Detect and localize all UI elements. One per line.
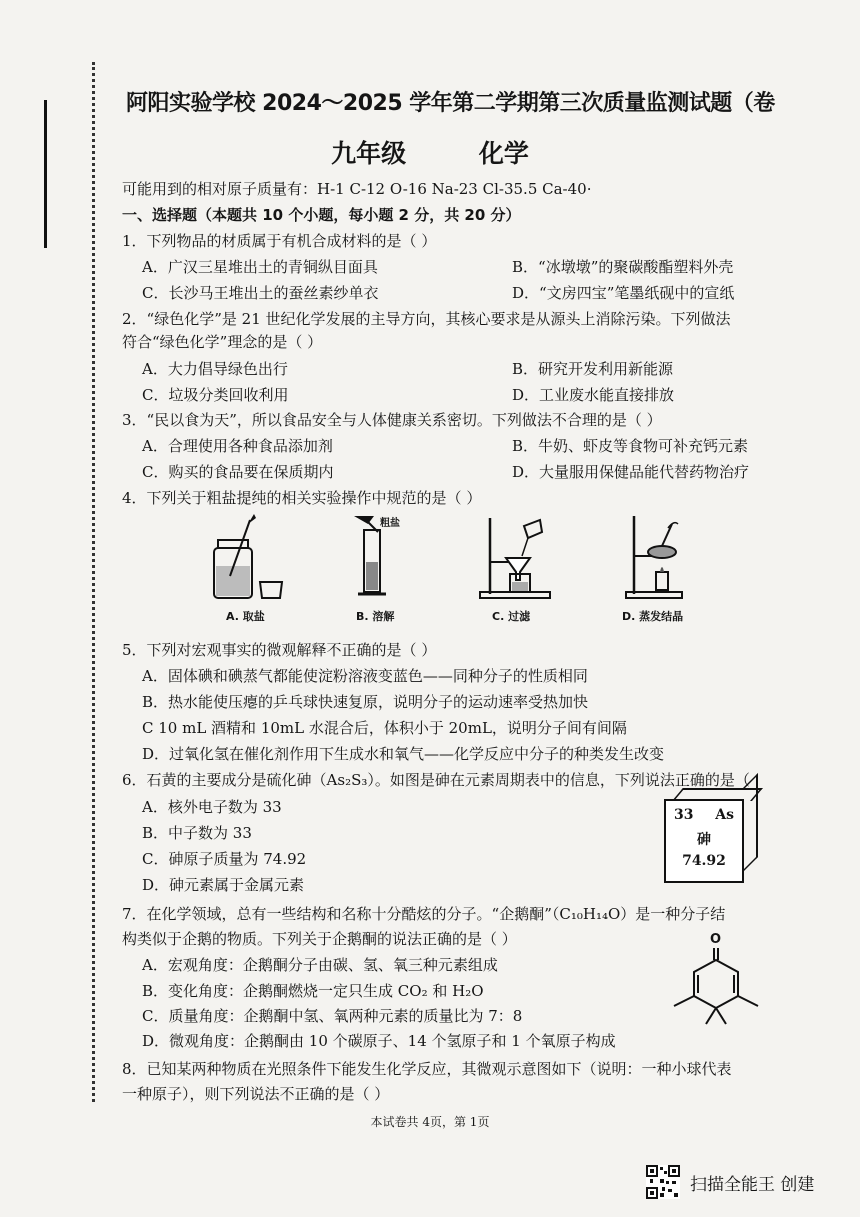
- figure-b-caption: B. 溶解: [356, 610, 395, 623]
- question-3-option-a: A．合理使用各种食品添加剂: [142, 437, 333, 455]
- evaporation-figure: [622, 510, 692, 602]
- question-2-option-c: C．垃圾分类回收利用: [142, 386, 289, 404]
- figure-c-caption: C. 过滤: [492, 610, 531, 623]
- question-7-stem-cont: 构类似于企鹅的物质。下列关于企鹅酮的说法正确的是（ ）: [122, 930, 517, 948]
- question-1-option-a: A．广汉三星堆出土的青铜纵目面具: [142, 258, 378, 276]
- subject-label: 化学: [478, 139, 529, 168]
- question-2-stem-cont: 符合“绿色化学”理念的是（ ）: [122, 333, 323, 351]
- scanner-watermark: [646, 1164, 814, 1200]
- question-1-option-b: B．“冰墩墩”的聚碳酸酯塑料外壳: [512, 258, 734, 276]
- page-footer: 本试卷共 4页，第 1页: [370, 1115, 490, 1129]
- question-7-option-b: B．变化角度：企鹅酮燃烧一定只生成 CO₂ 和 H₂O: [142, 982, 484, 1000]
- question-6-option-b: B．中子数为 33: [142, 824, 252, 842]
- question-2-stem: 2．“绿色化学”是 21 世纪化学发展的主导方向，其核心要求是从源头上消除污染。下列做法: [122, 310, 731, 328]
- question-5-option-b: B．热水能使压瘪的乒乓球快速复原，说明分子的运动速率受热加快: [142, 693, 589, 711]
- question-5-stem: 5．下列对宏观事实的微观解释不正确的是（ ）: [122, 641, 437, 659]
- question-2-option-b: B．研究开发利用新能源: [512, 360, 674, 378]
- penguinone-structure-figure: [670, 948, 766, 1028]
- page-title: 阿阳实验学校 2024～2025 学年第二学期第三次质量监测试题（卷: [126, 91, 775, 116]
- question-1-option-d: D．“文房四宝”笔墨纸砚中的宣纸: [512, 284, 735, 302]
- question-6-option-c: C．砷原子质量为 74.92: [142, 850, 307, 868]
- scanner-brand-text: 扫描全能王 创建: [690, 1174, 815, 1195]
- qr-code-icon: [646, 1165, 680, 1199]
- question-3-option-d: D．大量服用保健品能代替药物治疗: [512, 463, 750, 481]
- question-1-option-c: C．长沙马王堆出土的蚕丝素纱单衣: [142, 284, 379, 302]
- element-name: 砷: [697, 832, 711, 848]
- question-5-option-c: C 10 mL 酒精和 10mL 水混合后，体积小于 20mL，说明分子间有间隔: [142, 719, 627, 737]
- question-7-option-a: A．宏观角度：企鹅酮分子由碳、氢、氧三种元素组成: [142, 956, 498, 974]
- relative-atomic-mass: 74.92: [682, 853, 726, 869]
- atomic-number: 33: [674, 807, 694, 823]
- question-6-stem: 6．石黄的主要成分是硫化砷（As₂S₃）。如图是砷在元素周期表中的信息，下列说法正确的是（: [122, 771, 750, 789]
- arsenic-element-card: [664, 799, 744, 883]
- salt-jar-figure: [204, 510, 290, 602]
- element-symbol: As: [715, 807, 734, 823]
- crude-salt-label: 粗盐: [380, 518, 400, 529]
- question-7-option-d: D．微观角度：企鹅酮由 10 个碳原子、14 个氢原子和 1 个氧原子构成: [142, 1032, 616, 1050]
- filtration-figure: [476, 510, 556, 602]
- scan-edge-mark: [44, 100, 47, 248]
- question-5-option-d: D．过氧化氢在催化剂作用下生成水和氧气——化学反应中分子的种类发生改变: [142, 745, 665, 763]
- question-6-option-a: A．核外电子数为 33: [142, 798, 282, 816]
- question-1-stem: 1．下列物品的材质属于有机合成材料的是（ ）: [122, 232, 437, 250]
- oxygen-atom-label: O: [710, 932, 722, 947]
- page-subtitle: [0, 134, 860, 170]
- question-8-stem: 8．已知某两种物质在光照条件下能发生化学反应，其微观示意图如下（说明：一种小球代表: [122, 1060, 732, 1078]
- atomic-masses: 可能用到的相对原子质量有：H-1 C-12 O-16 Na-23 Cl-35.5 Ca-40·: [122, 180, 592, 198]
- figure-a-caption: A. 取盐: [226, 610, 265, 623]
- figure-d-caption: D. 蒸发结晶: [622, 610, 684, 623]
- section-heading: 一、选择题（本题共 10 个小题，每小题 2 分，共 20 分）: [122, 206, 521, 224]
- question-3-option-b: B．牛奶、虾皮等食物可补充钙元素: [512, 437, 749, 455]
- question-3-option-c: C．购买的食品要在保质期内: [142, 463, 334, 481]
- question-7-stem: 7．在化学领域，总有一些结构和名称十分酷炫的分子。“企鹅酮”（C₁₀H₁₄O）是一种分子结: [122, 905, 726, 923]
- question-3-stem: 3．“民以食为天”，所以食品安全与人体健康关系密切。下列做法不合理的是（ ）: [122, 411, 662, 429]
- question-7-option-c: C．质量角度：企鹅酮中氢、氧两种元素的质量比为 7：8: [142, 1007, 523, 1025]
- grade-label: 九年级: [331, 139, 407, 168]
- binding-margin-dots: [92, 62, 95, 1102]
- question-6-option-d: D．砷元素属于金属元素: [142, 876, 305, 894]
- question-5-option-a: A．固体碘和碘蒸气都能使淀粉溶液变蓝色——同种分子的性质相同: [142, 667, 588, 685]
- question-8-stem-cont: 一种原子），则下列说法不正确的是（ ）: [122, 1085, 390, 1103]
- question-2-option-a: A．大力倡导绿色出行: [142, 360, 288, 378]
- question-4-stem: 4．下列关于粗盐提纯的相关实验操作中规范的是（ ）: [122, 489, 482, 507]
- question-2-option-d: D．工业废水能直接排放: [512, 386, 675, 404]
